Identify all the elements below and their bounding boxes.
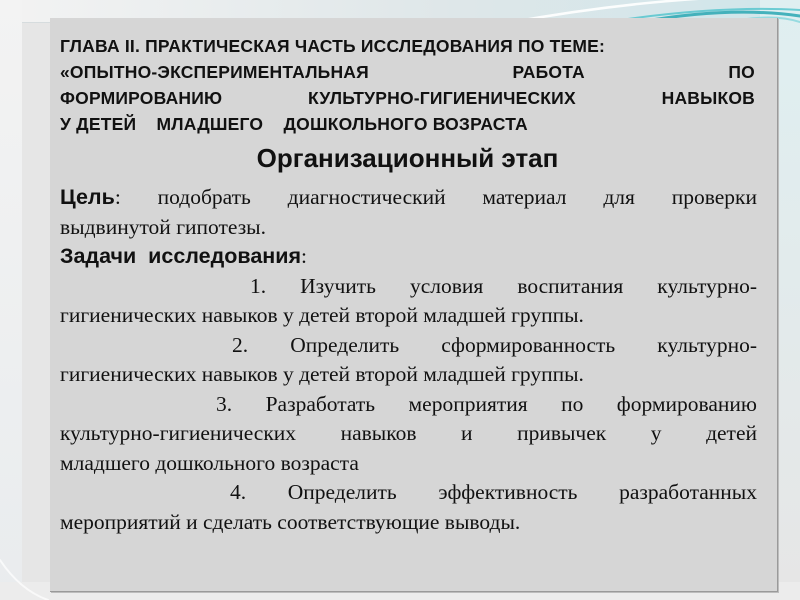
task-text: гигиенических навыков у детей второй младшей группы. — [60, 303, 584, 327]
heading-line: «ОПЫТНО-ЭКСПЕРИМЕНТАЛЬНАЯ РАБОТА ПО — [60, 62, 755, 82]
task-item — [60, 390, 757, 479]
tasks-label: Задачи исследования — [60, 244, 302, 268]
stage-title: Организационный этап — [256, 143, 559, 173]
task-text: культурно-гигиенических навыков и привычек у детей — [60, 421, 757, 445]
heading-line: ГЛАВА II. ПРАКТИЧЕСКАЯ ЧАСТЬ ИССЛЕДОВАНИЯ ПО ТЕМЕ: — [60, 36, 606, 56]
task-item — [60, 478, 757, 537]
goal-paragraph — [60, 183, 757, 242]
task-text: 4. Определить эффективность разработанных — [230, 480, 757, 504]
goal-text: выдвинутой гипотезы. — [60, 214, 267, 239]
task-text: 1. Изучить условия воспитания культурно- — [250, 273, 757, 298]
swoosh-line — [0, 560, 48, 600]
goal-label: Цель — [60, 185, 115, 209]
heading-line: ФОРМИРОВАНИЮ КУЛЬТУРНО-ГИГИЕНИЧЕСКИХ НАВЫКОВ — [60, 88, 755, 108]
task-item — [60, 272, 757, 331]
tasks-heading — [60, 242, 757, 272]
task-text: гигиенических навыков у детей второй младшей группы. — [60, 362, 584, 386]
task-text: 2. Определить сформированность культурно- — [232, 332, 757, 357]
task-item — [60, 331, 757, 390]
task-text: младшего дошкольного возраста — [60, 450, 359, 475]
chapter-heading — [60, 33, 755, 137]
slide-body — [60, 183, 757, 537]
heading-line: У ДЕТЕЙ МЛАДШЕГО ДОШКОЛЬНОГО ВОЗРАСТА — [60, 114, 528, 134]
task-text: 3. Разработать мероприятия по формированию — [216, 391, 757, 416]
tasks-colon: : — [301, 244, 308, 268]
task-text: мероприятий и сделать соответствующие выводы. — [60, 509, 521, 534]
goal-text: : подобрать диагностический материал для проверки — [114, 185, 757, 209]
